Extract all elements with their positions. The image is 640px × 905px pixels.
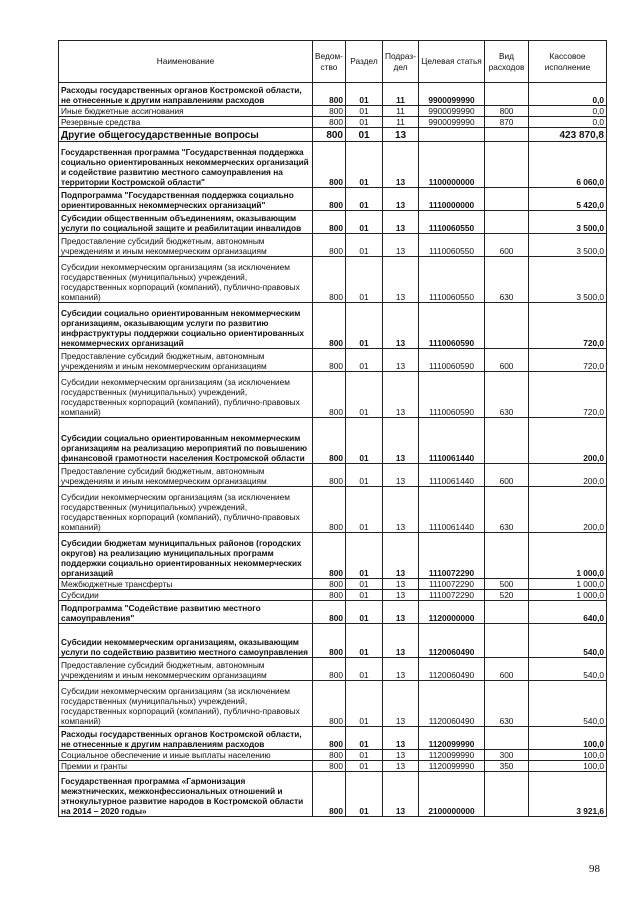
table-row bbox=[59, 681, 607, 727]
table-row bbox=[59, 727, 607, 750]
table-row bbox=[59, 349, 607, 372]
cell-vid bbox=[485, 601, 529, 624]
cell-razdel: 01 bbox=[346, 128, 383, 142]
cell-ved: 800 bbox=[313, 590, 346, 601]
table-row bbox=[59, 234, 607, 257]
header-razdel: Раздел bbox=[346, 41, 383, 83]
budget-table bbox=[58, 40, 607, 817]
cell-name: Другие общегосударственные вопросы bbox=[59, 128, 313, 142]
table-row bbox=[59, 761, 607, 772]
cell-value: 0,0 bbox=[529, 106, 607, 117]
cell-value: 720,0 bbox=[529, 372, 607, 418]
cell-name: Премии и гранты bbox=[59, 761, 313, 772]
cell-ved: 800 bbox=[313, 303, 346, 349]
cell-name: Субсидии бюджетам муниципальных районов (городских округов) на реализацию муниципальных программ поддержки социально ориентированных некоммерческих организаций bbox=[59, 533, 313, 579]
cell-razdel: 01 bbox=[346, 658, 383, 681]
table-row bbox=[59, 83, 607, 106]
cell-podrazdel: 13 bbox=[383, 590, 419, 601]
cell-razdel: 01 bbox=[346, 487, 383, 533]
cell-value: 0,0 bbox=[529, 83, 607, 106]
cell-vid: 600 bbox=[485, 658, 529, 681]
cell-value: 3 500,0 bbox=[529, 211, 607, 234]
cell-vid bbox=[485, 727, 529, 750]
cell-razdel: 01 bbox=[346, 106, 383, 117]
cell-podrazdel: 13 bbox=[383, 234, 419, 257]
cell-razdel: 01 bbox=[346, 142, 383, 188]
cell-podrazdel: 13 bbox=[383, 211, 419, 234]
cell-ved: 800 bbox=[313, 349, 346, 372]
cell-razdel: 01 bbox=[346, 372, 383, 418]
cell-razdel: 01 bbox=[346, 681, 383, 727]
cell-vid bbox=[485, 188, 529, 211]
cell-target: 1120000000 bbox=[419, 601, 485, 624]
cell-value: 3 500,0 bbox=[529, 234, 607, 257]
cell-razdel: 01 bbox=[346, 624, 383, 658]
table-header-row bbox=[59, 41, 607, 83]
cell-podrazdel: 13 bbox=[383, 303, 419, 349]
cell-vid bbox=[485, 624, 529, 658]
cell-value: 423 870,8 bbox=[529, 128, 607, 142]
table-row bbox=[59, 772, 607, 817]
cell-value: 100,0 bbox=[529, 727, 607, 750]
header-target: Целевая статья bbox=[419, 41, 485, 83]
cell-value: 640,0 bbox=[529, 601, 607, 624]
table-row bbox=[59, 750, 607, 761]
cell-ved: 800 bbox=[313, 464, 346, 487]
cell-name: Субсидии bbox=[59, 590, 313, 601]
cell-podrazdel: 13 bbox=[383, 128, 419, 142]
cell-target: 1110000000 bbox=[419, 188, 485, 211]
cell-name: Расходы государственных органов Костромской области, не отнесенные к другим направлениям расходов bbox=[59, 83, 313, 106]
table-row bbox=[59, 487, 607, 533]
cell-name: Субсидии некоммерческим организациям (за исключением государственных (муниципальных) учреждений, государственных корпораций (компаний), публично-правовых компаний) bbox=[59, 257, 313, 303]
cell-podrazdel: 11 bbox=[383, 83, 419, 106]
cell-vid: 600 bbox=[485, 234, 529, 257]
cell-target: 1110060590 bbox=[419, 349, 485, 372]
cell-name: Предоставление субсидий бюджетным, автономным учреждениям и иным некоммерческим организациям bbox=[59, 349, 313, 372]
cell-name: Субсидии социально ориентированным некоммерческим организациям на реализацию мероприятий по повышению финансовой грамотности населения Костромской области bbox=[59, 418, 313, 464]
cell-ved: 800 bbox=[313, 211, 346, 234]
cell-podrazdel: 13 bbox=[383, 579, 419, 590]
cell-target: 9900099990 bbox=[419, 106, 485, 117]
cell-value: 1 000,0 bbox=[529, 590, 607, 601]
cell-razdel: 01 bbox=[346, 211, 383, 234]
cell-value: 200,0 bbox=[529, 418, 607, 464]
table-row bbox=[59, 188, 607, 211]
cell-podrazdel: 13 bbox=[383, 533, 419, 579]
cell-target: 1120099990 bbox=[419, 761, 485, 772]
table-row bbox=[59, 128, 607, 142]
table-row bbox=[59, 601, 607, 624]
cell-value: 0,0 bbox=[529, 117, 607, 128]
cell-ved: 800 bbox=[313, 418, 346, 464]
cell-name: Иные бюджетные ассигнования bbox=[59, 106, 313, 117]
cell-ved: 800 bbox=[313, 257, 346, 303]
cell-podrazdel: 13 bbox=[383, 349, 419, 372]
cell-ved: 800 bbox=[313, 106, 346, 117]
cell-ved: 800 bbox=[313, 681, 346, 727]
cell-value: 200,0 bbox=[529, 464, 607, 487]
cell-ved: 800 bbox=[313, 727, 346, 750]
cell-vid: 300 bbox=[485, 750, 529, 761]
table-row bbox=[59, 464, 607, 487]
cell-name: Субсидии некоммерческим организациям (за исключением государственных (муниципальных) учреждений, государственных корпораций (компаний), публично-правовых компаний) bbox=[59, 681, 313, 727]
cell-podrazdel: 13 bbox=[383, 142, 419, 188]
header-name: Наименование bbox=[59, 41, 313, 83]
cell-value: 1 000,0 bbox=[529, 579, 607, 590]
cell-ved: 800 bbox=[313, 761, 346, 772]
cell-podrazdel: 11 bbox=[383, 117, 419, 128]
cell-value: 6 060,0 bbox=[529, 142, 607, 188]
cell-podrazdel: 13 bbox=[383, 188, 419, 211]
cell-razdel: 01 bbox=[346, 418, 383, 464]
table-row bbox=[59, 658, 607, 681]
cell-target: 1110072290 bbox=[419, 590, 485, 601]
cell-razdel: 01 bbox=[346, 750, 383, 761]
header-vid: Вид расходов bbox=[485, 41, 529, 83]
header-kassa: Кассовое исполнение bbox=[529, 41, 607, 83]
cell-podrazdel: 13 bbox=[383, 418, 419, 464]
cell-target: 1110060590 bbox=[419, 303, 485, 349]
cell-name: Социальное обеспечение и иные выплаты населению bbox=[59, 750, 313, 761]
cell-ved: 800 bbox=[313, 142, 346, 188]
cell-value: 540,0 bbox=[529, 624, 607, 658]
cell-name: Предоставление субсидий бюджетным, автономным учреждениям и иным некоммерческим организациям bbox=[59, 464, 313, 487]
cell-podrazdel: 13 bbox=[383, 257, 419, 303]
cell-razdel: 01 bbox=[346, 533, 383, 579]
cell-target: 1110060550 bbox=[419, 257, 485, 303]
cell-vid: 600 bbox=[485, 349, 529, 372]
cell-razdel: 01 bbox=[346, 761, 383, 772]
cell-target: 1110060550 bbox=[419, 211, 485, 234]
cell-podrazdel: 13 bbox=[383, 772, 419, 817]
cell-vid bbox=[485, 533, 529, 579]
cell-target: 1120060490 bbox=[419, 681, 485, 727]
cell-target: 1120099990 bbox=[419, 727, 485, 750]
cell-podrazdel: 11 bbox=[383, 106, 419, 117]
cell-ved: 800 bbox=[313, 579, 346, 590]
cell-value: 200,0 bbox=[529, 487, 607, 533]
cell-target: 1120060490 bbox=[419, 658, 485, 681]
cell-ved: 800 bbox=[313, 83, 346, 106]
cell-razdel: 01 bbox=[346, 349, 383, 372]
cell-razdel: 01 bbox=[346, 257, 383, 303]
cell-ved: 800 bbox=[313, 372, 346, 418]
cell-name: Субсидии некоммерческим организациям (за исключением государственных (муниципальных) учреждений, государственных корпораций (компаний), публично-правовых компаний) bbox=[59, 372, 313, 418]
table-row bbox=[59, 624, 607, 658]
cell-podrazdel: 13 bbox=[383, 372, 419, 418]
cell-value: 100,0 bbox=[529, 750, 607, 761]
cell-razdel: 01 bbox=[346, 188, 383, 211]
table-body bbox=[59, 83, 607, 817]
cell-name: Государственная программа «Гармонизация межэтнических, межконфессиональных отношений и этнокультурное развитие народов в Костромской области на 2014 – 2020 годы» bbox=[59, 772, 313, 817]
cell-razdel: 01 bbox=[346, 234, 383, 257]
cell-vid: 600 bbox=[485, 464, 529, 487]
cell-vid: 630 bbox=[485, 681, 529, 727]
table-row bbox=[59, 590, 607, 601]
cell-name: Субсидии некоммерческим организациям, оказывающим услуги по содействию развитию местного самоуправления bbox=[59, 624, 313, 658]
cell-value: 540,0 bbox=[529, 681, 607, 727]
cell-value: 540,0 bbox=[529, 658, 607, 681]
cell-vid: 500 bbox=[485, 579, 529, 590]
cell-ved: 800 bbox=[313, 128, 346, 142]
cell-value: 100,0 bbox=[529, 761, 607, 772]
cell-target: 9900099990 bbox=[419, 117, 485, 128]
cell-razdel: 01 bbox=[346, 727, 383, 750]
cell-value: 720,0 bbox=[529, 349, 607, 372]
cell-vid bbox=[485, 128, 529, 142]
table-row bbox=[59, 142, 607, 188]
table-row bbox=[59, 579, 607, 590]
cell-podrazdel: 13 bbox=[383, 681, 419, 727]
cell-name: Межбюджетные трансферты bbox=[59, 579, 313, 590]
cell-podrazdel: 13 bbox=[383, 487, 419, 533]
cell-target: 1120099990 bbox=[419, 750, 485, 761]
cell-name: Резервные средства bbox=[59, 117, 313, 128]
cell-name: Расходы государственных органов Костромской области, не отнесенные к другим направлениям расходов bbox=[59, 727, 313, 750]
cell-ved: 800 bbox=[313, 487, 346, 533]
cell-podrazdel: 13 bbox=[383, 658, 419, 681]
cell-target bbox=[419, 128, 485, 142]
cell-vid bbox=[485, 83, 529, 106]
cell-value: 1 000,0 bbox=[529, 533, 607, 579]
table-row bbox=[59, 303, 607, 349]
cell-vid: 630 bbox=[485, 372, 529, 418]
cell-target: 1110060590 bbox=[419, 372, 485, 418]
cell-target: 1110072290 bbox=[419, 579, 485, 590]
cell-ved: 800 bbox=[313, 533, 346, 579]
cell-name: Подпрограмма "Государственная поддержка социально ориентированных некоммерческих организаций" bbox=[59, 188, 313, 211]
cell-vid bbox=[485, 418, 529, 464]
cell-value: 720,0 bbox=[529, 303, 607, 349]
table-row bbox=[59, 211, 607, 234]
cell-podrazdel: 13 bbox=[383, 464, 419, 487]
cell-vid: 350 bbox=[485, 761, 529, 772]
table-row bbox=[59, 372, 607, 418]
cell-name: Предоставление субсидий бюджетным, автономным учреждениям и иным некоммерческим организациям bbox=[59, 234, 313, 257]
cell-vid: 520 bbox=[485, 590, 529, 601]
cell-vid bbox=[485, 772, 529, 817]
cell-podrazdel: 13 bbox=[383, 761, 419, 772]
cell-target: 1110072290 bbox=[419, 533, 485, 579]
cell-vid: 870 bbox=[485, 117, 529, 128]
table-row bbox=[59, 257, 607, 303]
cell-razdel: 01 bbox=[346, 579, 383, 590]
cell-name: Предоставление субсидий бюджетным, автономным учреждениям и иным некоммерческим организациям bbox=[59, 658, 313, 681]
header-ved: Ведом-ство bbox=[313, 41, 346, 83]
cell-ved: 800 bbox=[313, 624, 346, 658]
cell-target: 1120060490 bbox=[419, 624, 485, 658]
cell-razdel: 01 bbox=[346, 117, 383, 128]
cell-ved: 800 bbox=[313, 750, 346, 761]
cell-name: Государственная программа "Государственная поддержка социально ориентированных некоммерческих организаций и содействие развитию местного самоуправления на территории Костромской области" bbox=[59, 142, 313, 188]
cell-name: Субсидии общественным объединениям, оказывающим услуги по социальной защите и реабилитации инвалидов bbox=[59, 211, 313, 234]
cell-razdel: 01 bbox=[346, 601, 383, 624]
cell-vid: 800 bbox=[485, 106, 529, 117]
cell-target: 2100000000 bbox=[419, 772, 485, 817]
table-row bbox=[59, 117, 607, 128]
cell-ved: 800 bbox=[313, 188, 346, 211]
cell-vid bbox=[485, 303, 529, 349]
cell-target: 9900099990 bbox=[419, 83, 485, 106]
cell-razdel: 01 bbox=[346, 303, 383, 349]
cell-value: 3 921,6 bbox=[529, 772, 607, 817]
table-row bbox=[59, 418, 607, 464]
table-row bbox=[59, 106, 607, 117]
cell-value: 5 420,0 bbox=[529, 188, 607, 211]
cell-razdel: 01 bbox=[346, 83, 383, 106]
cell-target: 1100000000 bbox=[419, 142, 485, 188]
cell-razdel: 01 bbox=[346, 464, 383, 487]
cell-target: 1110061440 bbox=[419, 464, 485, 487]
cell-name: Подпрограмма "Содействие развитию местного самоуправления" bbox=[59, 601, 313, 624]
cell-target: 1110060550 bbox=[419, 234, 485, 257]
cell-value: 3 500,0 bbox=[529, 257, 607, 303]
cell-razdel: 01 bbox=[346, 772, 383, 817]
cell-ved: 800 bbox=[313, 772, 346, 817]
cell-target: 1110061440 bbox=[419, 418, 485, 464]
cell-vid bbox=[485, 211, 529, 234]
header-podrazdel: Подраз-дел bbox=[383, 41, 419, 83]
cell-podrazdel: 13 bbox=[383, 624, 419, 658]
cell-ved: 800 bbox=[313, 234, 346, 257]
cell-ved: 800 bbox=[313, 117, 346, 128]
cell-vid: 630 bbox=[485, 257, 529, 303]
cell-podrazdel: 13 bbox=[383, 727, 419, 750]
page-number: 98 bbox=[589, 863, 600, 875]
cell-vid bbox=[485, 142, 529, 188]
cell-target: 1110061440 bbox=[419, 487, 485, 533]
cell-vid: 630 bbox=[485, 487, 529, 533]
cell-ved: 800 bbox=[313, 601, 346, 624]
cell-razdel: 01 bbox=[346, 590, 383, 601]
cell-name: Субсидии социально ориентированным некоммерческим организациям, оказывающим услуги по развитию инфраструктуры поддержки социально ориентированных некоммерческих организаций bbox=[59, 303, 313, 349]
cell-podrazdel: 13 bbox=[383, 750, 419, 761]
cell-name: Субсидии некоммерческим организациям (за исключением государственных (муниципальных) учреждений, государственных корпораций (компаний), публично-правовых компаний) bbox=[59, 487, 313, 533]
cell-ved: 800 bbox=[313, 658, 346, 681]
table-row bbox=[59, 533, 607, 579]
cell-podrazdel: 13 bbox=[383, 601, 419, 624]
